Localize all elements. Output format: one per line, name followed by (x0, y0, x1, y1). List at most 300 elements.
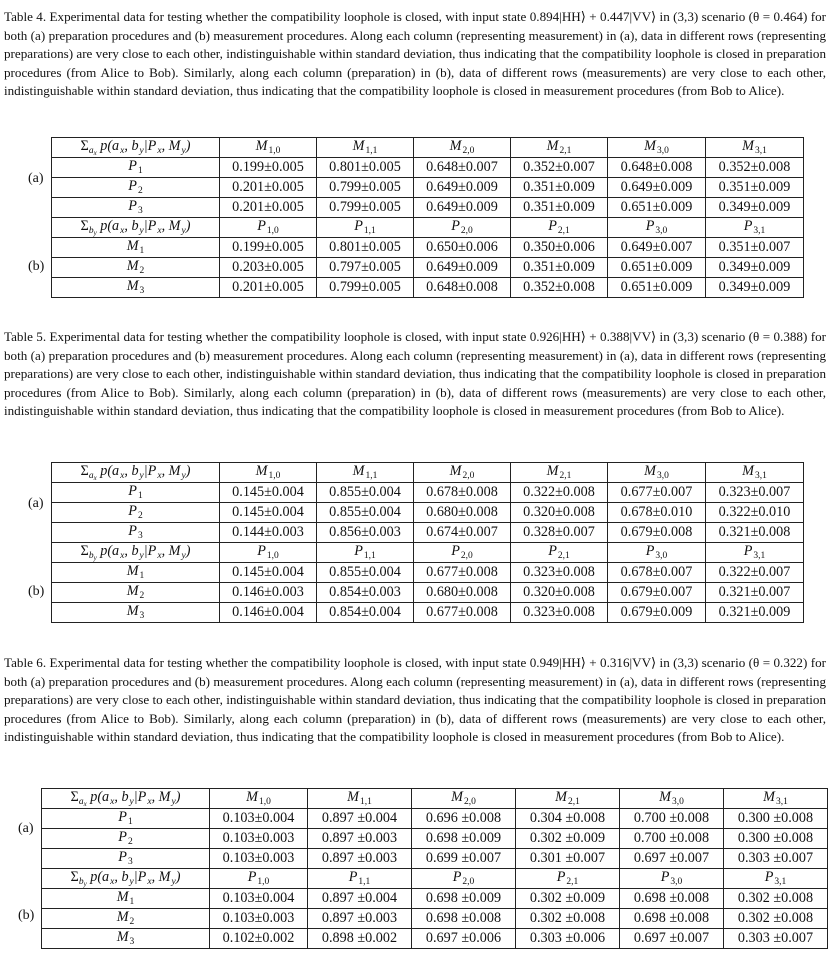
table-cell: 0.303 ±0.007 (724, 849, 828, 869)
table-cell: 0.351±0.009 (706, 178, 804, 198)
table-cell: 0.855±0.004 (317, 483, 414, 503)
table-cell: 0.352±0.008 (511, 278, 608, 298)
row-symbol: P (128, 483, 137, 499)
column-symbol: P (743, 218, 753, 234)
table-5-section (0, 328, 830, 421)
table-row (52, 238, 804, 258)
row-header (42, 889, 210, 909)
row-symbol: P (118, 809, 127, 825)
header-formula-a (42, 789, 210, 809)
table-6-label-a: (a) (18, 821, 34, 836)
table-cell: 0.302 ±0.009 (516, 829, 620, 849)
column-header (308, 869, 412, 889)
table-cell: 0.146±0.003 (220, 583, 317, 603)
table-6-section (0, 654, 830, 747)
table-cell: 0.678±0.010 (608, 503, 706, 523)
row-symbol: M (116, 889, 129, 905)
column-index: 1,1 (358, 877, 371, 887)
table-cell: 0.103±0.004 (210, 889, 308, 909)
table-cell: 0.651±0.009 (608, 278, 706, 298)
table-cell: 0.680±0.008 (414, 503, 511, 523)
table-cell: 0.351±0.009 (511, 178, 608, 198)
table-cell: 0.352±0.008 (706, 158, 804, 178)
table-cell: 0.674±0.007 (414, 523, 511, 543)
table-row (42, 849, 828, 869)
table-cell: 0.349±0.009 (706, 198, 804, 218)
column-index: 2,0 (462, 877, 475, 887)
row-header (52, 583, 220, 603)
header-formula-b (52, 543, 220, 563)
row-header (52, 503, 220, 523)
column-header (608, 543, 706, 563)
table-row (52, 158, 804, 178)
table-cell: 0.697 ±0.007 (620, 849, 724, 869)
sum-index: a (88, 471, 94, 481)
row-symbol: M (126, 603, 139, 619)
column-symbol: M (742, 138, 754, 154)
column-symbol: P (354, 543, 363, 559)
column-index: 2,0 (460, 551, 473, 561)
row-symbol: M (126, 258, 139, 274)
table-6-label-b: (b) (18, 908, 35, 923)
sum-index-sub: y (83, 880, 87, 888)
table-cell: 0.321±0.007 (706, 583, 804, 603)
column-header (516, 869, 620, 889)
table-cell: 0.856±0.003 (317, 523, 414, 543)
column-header (220, 218, 317, 238)
table-cell: 0.320±0.008 (511, 503, 608, 523)
table-cell: 0.349±0.009 (706, 258, 804, 278)
table-cell: 0.649±0.009 (414, 258, 511, 278)
column-symbol: P (452, 869, 462, 885)
row-header (52, 523, 220, 543)
sum-index: b (78, 877, 84, 887)
table-cell: 0.303 ±0.006 (516, 929, 620, 949)
table-cell: 0.145±0.004 (220, 503, 317, 523)
table-5-grid (51, 462, 804, 623)
row-header (42, 909, 210, 929)
row-symbol: M (126, 563, 139, 579)
column-header (706, 218, 804, 238)
column-header (608, 138, 706, 158)
column-symbol: P (247, 869, 257, 885)
row-index: 3 (127, 857, 133, 867)
table-cell: 0.146±0.004 (220, 603, 317, 623)
sum-sign: Σ (80, 543, 89, 559)
row-index: 1 (137, 166, 143, 176)
column-symbol: P (764, 869, 774, 885)
table-4-caption: Table 4. Experimental data for testing whether the compatibility loophole is closed, with input state 0.894|HH⟩ + 0.447|VV⟩ in (3,3) scenario (θ = 0.464) for both (a) preparation procedures and (b) measurement procedures. Along each column (representing measurement) in (a), data in different rows (representing preparations) are very close to each other, indistinguishable within standard deviation, thus indicating that the compatibility loophole is closed in preparation procedures (from Alice to Bob). Similarly, along each column (preparation) in (b), data of different rows (measurements) are very close to each other, indistinguishable within standard deviation, thus indicating that the compatibility loophole is closed in measurement procedures (from Bob to Alice). (4, 9, 826, 99)
column-index: 2,0 (463, 797, 476, 807)
table-4-section (0, 8, 830, 101)
table-cell: 0.351±0.009 (511, 198, 608, 218)
column-symbol: M (742, 463, 754, 479)
table-cell: 0.696 ±0.008 (412, 809, 516, 829)
table-cell: 0.680±0.008 (414, 583, 511, 603)
table-cell: 0.697 ±0.006 (412, 929, 516, 949)
row-header (52, 238, 220, 258)
sum-index: a (78, 797, 84, 807)
column-header (317, 463, 414, 483)
column-index: 1,0 (266, 551, 279, 561)
row-index: 1 (139, 571, 145, 581)
table-cell: 0.797±0.005 (317, 258, 414, 278)
column-header (412, 869, 516, 889)
column-header (308, 789, 412, 809)
row-index: 1 (129, 897, 135, 907)
row-index: 1 (127, 817, 133, 827)
probability-expression: $p(a_x$, $b_y|P_x$, $M_y$) (96, 463, 191, 481)
table-cell: 0.677±0.008 (414, 603, 511, 623)
table-cell: 0.678±0.007 (608, 563, 706, 583)
column-index: 2,1 (567, 797, 580, 807)
column-symbol: P (257, 218, 266, 234)
column-symbol: M (352, 138, 365, 154)
column-symbol: P (743, 543, 753, 559)
table-row (52, 563, 804, 583)
column-symbol: M (255, 463, 268, 479)
column-symbol: M (449, 138, 462, 154)
table-cell: 0.322±0.008 (511, 483, 608, 503)
column-symbol: M (763, 789, 775, 805)
table-row (52, 178, 804, 198)
table-row (42, 889, 828, 909)
row-header (42, 829, 210, 849)
row-header (52, 483, 220, 503)
row-index: 2 (129, 917, 135, 927)
table-cell: 0.328±0.007 (511, 523, 608, 543)
column-symbol: M (449, 463, 462, 479)
column-symbol: M (644, 138, 656, 154)
row-symbol: M (116, 929, 129, 945)
row-symbol: P (128, 523, 137, 539)
row-index: 2 (139, 266, 145, 276)
row-symbol: P (128, 158, 137, 174)
table-row (42, 909, 828, 929)
row-index: 3 (139, 611, 145, 621)
column-symbol: P (451, 543, 460, 559)
table-cell: 0.321±0.008 (706, 523, 804, 543)
column-index: 3,1 (775, 797, 788, 807)
column-index: 1,1 (365, 146, 378, 156)
table-row (52, 258, 804, 278)
row-index: 2 (137, 511, 143, 521)
table-cell: 0.649±0.009 (608, 178, 706, 198)
probability-expression: $p(a_x$, $b_y|P_x$, $M_y$) (96, 218, 191, 236)
sum-index-sub: y (93, 554, 97, 562)
column-symbol: M (546, 138, 559, 154)
column-symbol: M (352, 463, 365, 479)
row-header (42, 809, 210, 829)
row-symbol: P (128, 503, 137, 519)
row-header (52, 603, 220, 623)
column-header (220, 138, 317, 158)
table-cell: 0.698 ±0.008 (620, 889, 724, 909)
column-header (210, 789, 308, 809)
table-cell: 0.897 ±0.003 (308, 849, 412, 869)
row-index: 3 (129, 937, 135, 947)
table-cell: 0.650±0.006 (414, 238, 511, 258)
table-cell: 0.648±0.008 (608, 158, 706, 178)
table-5-label-a: (a) (28, 496, 44, 511)
table-cell: 0.679±0.009 (608, 603, 706, 623)
table-cell: 0.679±0.007 (608, 583, 706, 603)
sum-index-sub: x (93, 149, 97, 157)
table-cell: 0.897 ±0.004 (308, 889, 412, 909)
table-cell: 0.300 ±0.008 (724, 809, 828, 829)
table-cell: 0.302 ±0.008 (724, 909, 828, 929)
table-cell: 0.302 ±0.008 (516, 909, 620, 929)
column-symbol: M (644, 463, 656, 479)
column-symbol: M (347, 789, 359, 805)
table-cell: 0.855±0.004 (317, 503, 414, 523)
table-cell: 0.302 ±0.008 (724, 889, 828, 909)
table-4-label-b: (b) (28, 259, 45, 274)
row-header (52, 178, 220, 198)
column-index: 1,1 (359, 797, 372, 807)
column-header (511, 218, 608, 238)
table-cell: 0.679±0.008 (608, 523, 706, 543)
column-index: 3,0 (656, 471, 669, 481)
table-row (52, 523, 804, 543)
table-5-caption: Table 5. Experimental data for testing whether the compatibility loophole is closed, with input state 0.926|HH⟩ + 0.388|VV⟩ in (3,3) scenario (θ = 0.388) for both (a) preparation procedures and (b) measurement procedures. Along each column (representing measurement) in (a), data in different rows (representing preparations) are very close to each other, indistinguishable within standard deviation, thus indicating that the compatibility loophole is closed in preparation procedures (from Alice to Bob). Similarly, along each column (preparation) in (b), data of different rows (measurements) are very close to each other, indistinguishable within standard deviation, thus indicating that the compatibility loophole is closed in measurement procedures (from Bob to Alice). (4, 329, 826, 419)
row-header (42, 849, 210, 869)
row-symbol: M (126, 278, 139, 294)
table-cell: 0.649±0.007 (608, 238, 706, 258)
table-cell: 0.199±0.005 (220, 158, 317, 178)
column-header (724, 789, 828, 809)
row-index: 1 (139, 246, 145, 256)
sum-sign: Σ (70, 789, 79, 805)
column-header (414, 218, 511, 238)
column-symbol: M (555, 789, 567, 805)
row-header (52, 258, 220, 278)
column-index: 2,1 (557, 551, 570, 561)
row-index: 3 (139, 286, 145, 296)
table-cell: 0.203±0.005 (220, 258, 317, 278)
table-cell: 0.321±0.009 (706, 603, 804, 623)
column-symbol: M (659, 789, 671, 805)
table-cell: 0.799±0.005 (317, 198, 414, 218)
table-cell: 0.300 ±0.008 (724, 829, 828, 849)
column-header (620, 789, 724, 809)
table-cell: 0.898 ±0.002 (308, 929, 412, 949)
table-cell: 0.649±0.009 (414, 178, 511, 198)
column-index: 2,0 (460, 226, 473, 236)
column-index: 3,1 (753, 551, 766, 561)
column-symbol: P (645, 543, 655, 559)
column-index: 1,0 (266, 226, 279, 236)
column-header (414, 138, 511, 158)
table-cell: 0.144±0.003 (220, 523, 317, 543)
column-index: 3,0 (671, 797, 684, 807)
table-cell: 0.304 ±0.008 (516, 809, 620, 829)
column-header (317, 138, 414, 158)
table-cell: 0.201±0.005 (220, 278, 317, 298)
column-index: 1,1 (363, 226, 376, 236)
table-cell: 0.698 ±0.008 (412, 909, 516, 929)
column-header (210, 869, 308, 889)
table-cell: 0.322±0.010 (706, 503, 804, 523)
row-symbol: P (128, 178, 137, 194)
probability-expression: $p(a_x$, $b_y|P_x$, $M_y$) (86, 789, 181, 807)
table-row (52, 503, 804, 523)
column-header (317, 543, 414, 563)
row-index: 1 (137, 491, 143, 501)
row-index: 3 (137, 206, 143, 216)
table-cell: 0.301 ±0.007 (516, 849, 620, 869)
sum-sign: Σ (80, 463, 89, 479)
column-header (412, 789, 516, 809)
column-index: 2,1 (557, 226, 570, 236)
table-row (52, 583, 804, 603)
table-cell: 0.352±0.007 (511, 158, 608, 178)
column-symbol: M (546, 463, 559, 479)
sum-index-sub: x (83, 800, 87, 808)
column-symbol: M (246, 789, 258, 805)
column-index: 1,0 (257, 877, 270, 887)
column-index: 2,1 (559, 471, 572, 481)
table-cell: 0.897 ±0.003 (308, 909, 412, 929)
row-header (52, 278, 220, 298)
table-cell: 0.699 ±0.007 (412, 849, 516, 869)
probability-expression: $p(a_x$, $b_y|P_x$, $M_y$) (86, 869, 181, 887)
column-symbol: P (660, 869, 670, 885)
row-header (52, 198, 220, 218)
row-header (42, 929, 210, 949)
table-cell: 0.648±0.007 (414, 158, 511, 178)
sum-sign: Σ (80, 218, 89, 234)
header-formula-b (42, 869, 210, 889)
table-4 (0, 137, 830, 309)
column-symbol: P (348, 869, 358, 885)
sum-index: b (88, 226, 94, 236)
table-cell: 0.651±0.009 (608, 258, 706, 278)
table-cell: 0.801±0.005 (317, 238, 414, 258)
header-formula-a (52, 463, 220, 483)
table-cell: 0.351±0.009 (511, 258, 608, 278)
column-header (511, 543, 608, 563)
column-index: 1,0 (268, 146, 281, 156)
table-row (52, 483, 804, 503)
table-cell: 0.103±0.004 (210, 809, 308, 829)
table-cell: 0.145±0.004 (220, 563, 317, 583)
table-cell: 0.677±0.008 (414, 563, 511, 583)
table-cell: 0.799±0.005 (317, 178, 414, 198)
table-row (42, 829, 828, 849)
column-index: 3,1 (754, 471, 767, 481)
table-cell: 0.678±0.008 (414, 483, 511, 503)
table-cell: 0.201±0.005 (220, 198, 317, 218)
column-index: 2,0 (462, 471, 475, 481)
table-cell: 0.323±0.008 (511, 563, 608, 583)
header-formula-a (52, 138, 220, 158)
row-symbol: M (116, 909, 129, 925)
column-header (706, 543, 804, 563)
column-header (317, 218, 414, 238)
sum-sign: Σ (80, 138, 89, 154)
column-index: 1,1 (363, 551, 376, 561)
table-cell: 0.698 ±0.009 (412, 889, 516, 909)
table-cell: 0.303 ±0.007 (724, 929, 828, 949)
column-index: 2,1 (559, 146, 572, 156)
table-cell: 0.323±0.007 (706, 483, 804, 503)
column-header (414, 463, 511, 483)
table-cell: 0.103±0.003 (210, 829, 308, 849)
table-cell: 0.700 ±0.008 (620, 829, 724, 849)
row-index: 2 (139, 591, 145, 601)
table-cell: 0.351±0.007 (706, 238, 804, 258)
table-cell: 0.648±0.008 (414, 278, 511, 298)
table-cell: 0.323±0.008 (511, 603, 608, 623)
column-header (608, 463, 706, 483)
table-cell: 0.854±0.003 (317, 583, 414, 603)
column-symbol: M (255, 138, 268, 154)
column-index: 3,0 (670, 877, 683, 887)
table-6-grid (41, 788, 828, 949)
table-cell: 0.103±0.003 (210, 849, 308, 869)
table-cell: 0.801±0.005 (317, 158, 414, 178)
column-header (414, 543, 511, 563)
table-cell: 0.897 ±0.004 (308, 809, 412, 829)
table-cell: 0.103±0.003 (210, 909, 308, 929)
column-index: 2,1 (566, 877, 579, 887)
table-cell: 0.145±0.004 (220, 483, 317, 503)
table-6-caption: Table 6. Experimental data for testing whether the compatibility loophole is closed, with input state 0.949|HH⟩ + 0.316|VV⟩ in (3,3) scenario (θ = 0.322) for both (a) preparation procedures and (b) measurement procedures. Along each column (representing measurement) in (a), data in different rows (representing preparations) are very close to each other, indistinguishable within standard deviation, thus indicating that the compatibility loophole is closed in preparation procedures (from Alice to Bob). Similarly, along each column (preparation) in (b), data of different rows (measurements) are very close to each other, indistinguishable within standard deviation, thus indicating that the compatibility loophole is closed in measurement procedures (from Bob to Alice). (4, 655, 826, 745)
row-symbol: M (126, 583, 139, 599)
table-5 (0, 462, 830, 634)
table-cell: 0.897 ±0.003 (308, 829, 412, 849)
header-formula-b (52, 218, 220, 238)
sum-index: b (88, 551, 94, 561)
table-cell: 0.698 ±0.008 (620, 909, 724, 929)
column-header (706, 138, 804, 158)
probability-expression: $p(a_x$, $b_y|P_x$, $M_y$) (96, 543, 191, 561)
sum-index-sub: x (93, 474, 97, 482)
column-symbol: P (451, 218, 460, 234)
column-symbol: P (548, 218, 557, 234)
table-cell: 0.322±0.007 (706, 563, 804, 583)
column-index: 3,0 (655, 551, 668, 561)
table-4-label-a: (a) (28, 171, 44, 186)
row-header (52, 563, 220, 583)
column-header (516, 789, 620, 809)
column-header (511, 463, 608, 483)
table-cell: 0.350±0.006 (511, 238, 608, 258)
row-symbol: P (118, 849, 127, 865)
table-row (42, 929, 828, 949)
row-symbol: P (128, 198, 137, 214)
table-4-grid (51, 137, 804, 298)
table-cell: 0.799±0.005 (317, 278, 414, 298)
table-row (52, 278, 804, 298)
table-5-label-b: (b) (28, 584, 45, 599)
table-cell: 0.302 ±0.009 (516, 889, 620, 909)
row-index: 3 (137, 531, 143, 541)
column-symbol: P (548, 543, 557, 559)
table-cell: 0.677±0.007 (608, 483, 706, 503)
table-row (42, 809, 828, 829)
column-index: 1,1 (365, 471, 378, 481)
sum-sign: Σ (70, 869, 79, 885)
column-symbol: P (257, 543, 266, 559)
sum-index: a (88, 146, 94, 156)
table-cell: 0.698 ±0.009 (412, 829, 516, 849)
column-index: 3,1 (774, 877, 787, 887)
column-symbol: P (354, 218, 363, 234)
row-index: 2 (137, 186, 143, 196)
column-header (620, 869, 724, 889)
